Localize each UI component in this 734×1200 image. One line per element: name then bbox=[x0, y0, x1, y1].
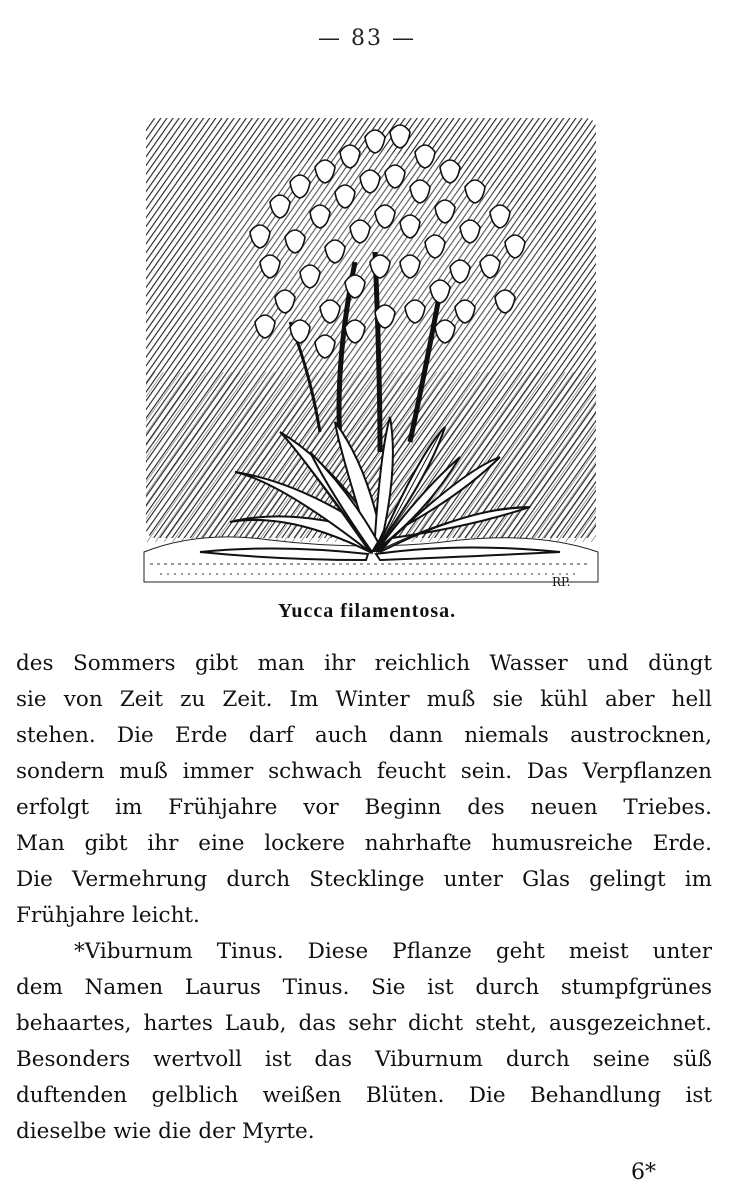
text-line: sie von Zeit zu Zeit. Im Winter muß sie kühl aber hell bbox=[16, 687, 712, 712]
text-line: Besonders wertvoll ist das Viburnum durch seine süß bbox=[16, 1047, 712, 1072]
engraver-mark: RP. bbox=[552, 575, 571, 589]
text-line: duftenden gelblich weißen Blüten. Die Behandlung ist bbox=[16, 1083, 712, 1108]
text-line: dieselbe wie die der Myrte. bbox=[16, 1119, 315, 1144]
text-line: behaartes, hartes Laub, das sehr dicht steht, ausgezeichnet. bbox=[16, 1011, 712, 1036]
body-text bbox=[16, 646, 712, 1150]
text-line: sondern muß immer schwach feucht sein. Das Verpflanzen bbox=[16, 759, 712, 784]
text-line: Frühjahre leicht. bbox=[16, 903, 200, 928]
text-line: dem Namen Laurus Tinus. Sie ist durch stumpfgrünes bbox=[16, 975, 712, 1000]
yucca-illustration bbox=[140, 112, 602, 590]
text-line: erfolgt im Frühjahre vor Beginn des neuen Triebes. bbox=[16, 795, 712, 820]
text-line: des Sommers gibt man ihr reichlich Wasser und düngt bbox=[16, 651, 712, 676]
text-line: Die Vermehrung durch Stecklinge unter Glas gelingt im bbox=[16, 867, 712, 892]
yucca-engraving-icon bbox=[140, 112, 602, 590]
figure-caption: Yucca filamentosa. bbox=[277, 600, 457, 622]
page-number: — 83 — bbox=[318, 26, 416, 51]
signature-mark: 6* bbox=[631, 1160, 656, 1185]
text-line: stehen. Die Erde darf auch dann niemals austrocknen, bbox=[16, 723, 712, 748]
text-line: Man gibt ihr eine lockere nahrhafte humusreiche Erde. bbox=[16, 831, 712, 856]
text-line: *Viburnum Tinus. Diese Pflanze geht meist unter bbox=[74, 939, 712, 964]
